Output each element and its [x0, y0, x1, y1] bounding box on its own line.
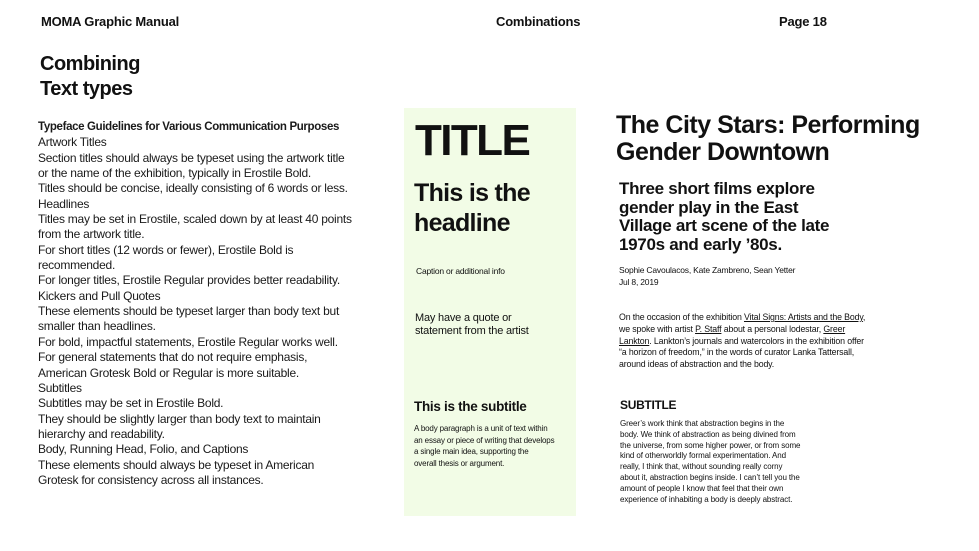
- guideline-line: or the name of the exhibition, typically in Erostile Bold.: [38, 166, 311, 181]
- greer-lankton-link-cont[interactable]: Lankton: [619, 335, 650, 346]
- sample-headline-line: headline: [414, 209, 510, 237]
- example-body-line: [619, 312, 865, 324]
- exhibition-link[interactable]: Vital Signs: Artists and the Body: [743, 312, 863, 322]
- guideline-line: Body, Running Head, Folio, and Captions: [38, 442, 249, 457]
- guideline-line: Titles should be concise, ideally consisting of 6 words or less.: [38, 181, 348, 196]
- example-headline-line: gender play in the East: [619, 197, 799, 217]
- example-subtitle: SUBTITLE: [620, 398, 677, 412]
- sample-quote-line: statement from the artist: [415, 325, 529, 337]
- guideline-line: Artwork Titles: [38, 135, 107, 150]
- guideline-line: Grotesk for consistency across all instances.: [38, 472, 264, 487]
- page-title-line: Text types: [40, 78, 133, 100]
- example-body2-line: really, I think that, without sounding really corny: [620, 462, 783, 472]
- guideline-line: Headlines: [38, 196, 90, 211]
- example-body: [619, 312, 865, 371]
- example-body-line: [619, 324, 865, 336]
- type-sample-panel: [404, 108, 576, 516]
- example-title: [616, 112, 920, 166]
- page-title: [40, 52, 140, 102]
- example-body2-line: experience of inhabiting a body is deeply abstract.: [620, 494, 793, 504]
- example-body2-line: amount of people I know that feel that their own: [620, 483, 784, 493]
- example-body-line: “a horizon of freedom,” in the words of curator Lanka Tattersall,: [619, 347, 855, 358]
- sample-caption: Caption or additional info: [416, 266, 505, 276]
- greer-lankton-link[interactable]: Greer: [823, 323, 846, 334]
- sample-subtitle: This is the subtitle: [414, 399, 527, 414]
- guideline-line: hierarchy and readability.: [38, 426, 165, 441]
- guideline-line: Titles may be set in Erostile, scaled down by at least 40 points: [38, 212, 352, 227]
- guideline-line: Section titles should always be typeset using the artwork title: [38, 150, 345, 165]
- sample-headline: [414, 178, 530, 238]
- guideline-line: For general statements that do not require emphasis,: [38, 350, 308, 365]
- guideline-line: Subtitles: [38, 380, 82, 395]
- example-body-text: we spoke with artist: [619, 323, 696, 334]
- example-authors: Sophie Cavoulacos, Kate Zambreno, Sean Yetter: [619, 265, 796, 275]
- guideline-line: These elements should always be typeset in American: [38, 457, 315, 472]
- header-manual-title: MOMA Graphic Manual: [41, 14, 180, 29]
- example-body-text: ,: [862, 312, 866, 322]
- example-body-2: [620, 419, 800, 505]
- guideline-line: These elements should be typeset larger than body text but: [38, 304, 340, 319]
- example-body-line: around ideas of abstraction and the body.: [619, 359, 775, 370]
- sample-title: TITLE: [415, 116, 530, 165]
- example-date: Jul 8, 2019: [619, 277, 659, 287]
- example-body2-line: kind of otherworldly formal experimentation. And: [620, 451, 786, 461]
- guideline-line: American Grotesk Bold or Regular is more suitable.: [38, 365, 299, 380]
- example-headline: [619, 180, 829, 254]
- example-body-text: about a personal lodestar,: [721, 323, 824, 334]
- guideline-line: Kickers and Pull Quotes: [38, 288, 161, 303]
- example-body2-line: Greer’s work think that abstraction begins in the: [620, 419, 785, 428]
- guideline-line: smaller than headlines.: [38, 319, 156, 334]
- artist-link[interactable]: P. Staff: [695, 323, 722, 334]
- example-byline: [619, 264, 795, 288]
- page-title-line: Combining: [40, 53, 140, 75]
- guideline-line: For longer titles, Erostile Regular provides better readability.: [38, 273, 340, 288]
- example-body-text: On the occasion of the exhibition: [619, 312, 744, 322]
- sample-headline-line: This is the: [414, 179, 530, 207]
- example-title-line: The City Stars: Performing: [616, 111, 920, 139]
- sample-body-line: A body paragraph is a unit of text within: [414, 424, 548, 433]
- sample-body-line: an essay or piece of writing that develops: [414, 435, 555, 445]
- guidelines-heading: Typeface Guidelines for Various Communication Purposes: [38, 121, 340, 133]
- header-page-number: Page 18: [779, 14, 827, 29]
- example-body-line: [619, 336, 865, 348]
- example-body2-line: the universe, from some higher power, or from some: [620, 440, 801, 450]
- sample-body-line: a single main idea, supporting the: [414, 447, 529, 457]
- sample-quote-line: May have a quote or: [415, 312, 512, 324]
- example-title-line: Gender Downtown: [616, 138, 830, 166]
- example-body2-line: about it, abstraction begins inside. I can’t tell you the: [620, 472, 800, 482]
- guideline-line: Subtitles may be set in Erostile Bold.: [38, 396, 224, 411]
- sample-body: [414, 423, 574, 469]
- example-headline-line: 1970s and early ’80s.: [619, 234, 782, 254]
- example-headline-line: Three short films explore: [619, 179, 815, 198]
- sample-quote: [415, 312, 529, 338]
- typeface-guidelines: [38, 120, 368, 488]
- guideline-line: from the artwork title.: [38, 227, 145, 242]
- example-headline-line: Village art scene of the late: [619, 216, 830, 235]
- example-body-text: . Lankton’s journals and watercolors in the exhibition offer: [649, 335, 864, 346]
- sample-body-line: overall thesis or argument.: [414, 458, 505, 468]
- guideline-line: For short titles (12 words or fewer), Erostile Bold is: [38, 242, 294, 257]
- guideline-line: They should be slightly larger than body text to maintain: [38, 411, 321, 426]
- guideline-line: recommended.: [38, 258, 116, 273]
- guideline-line: For bold, impactful statements, Erostile Regular works well.: [38, 334, 338, 349]
- example-body2-line: body. We think of abstraction as being divined from: [620, 429, 796, 439]
- header-section: Combinations: [496, 14, 581, 29]
